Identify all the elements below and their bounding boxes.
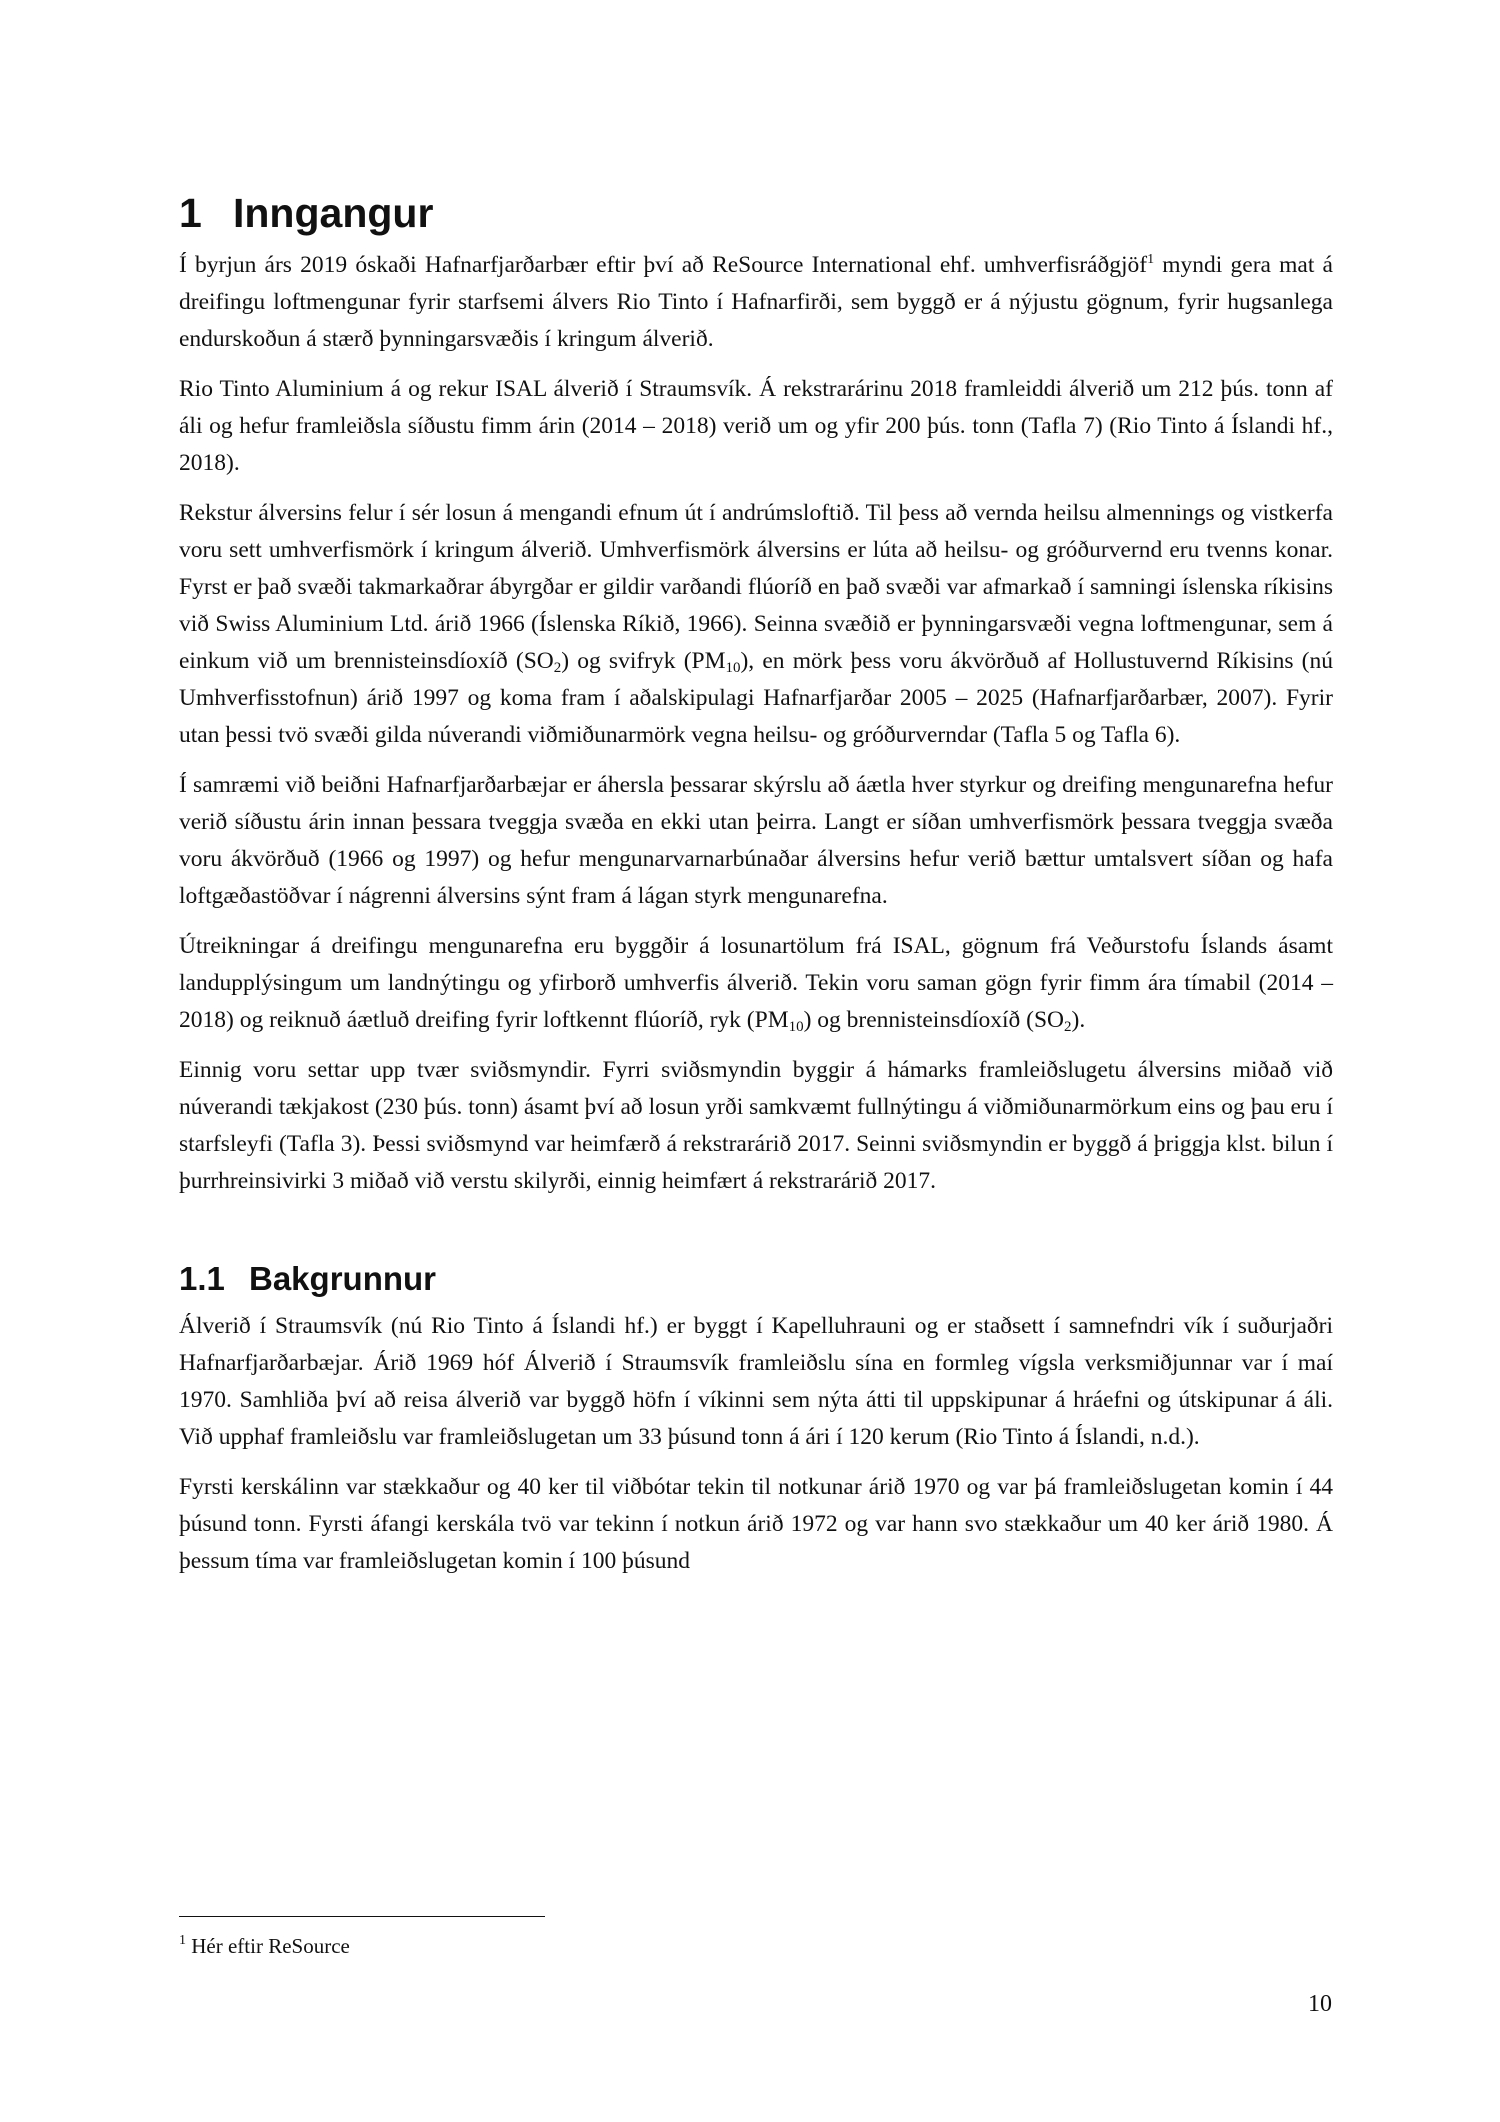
- page-content: [179, 190, 1333, 1593]
- intro-paragraph-3: Rekstur álversins felur í sér losun á mengandi efnum út í andrúmsloftið. Til þess að vernda heilsu almennings og vistkerfa voru sett umhverfismörk í kringum álverið. Umhverfismörk álversins er lúta að heilsu- og gróðurvernd eru tvenns konar. Fyrst er það svæði takmarkaðrar ábyrgðar er gildir varðandi flúoríð en það svæði var afmarkað í samningi íslenska ríkisins við Swiss Aluminium Ltd. árið 1966 (Íslenska Ríkið, 1966). Seinna svæðið er þynningarsvæði vegna loftmengunar, sem á einkum við um brennisteinsdíoxíð $(SO_2)$ og svifryk $(PM_{10})$, en mörk þess voru ákvörðuð af Hollustuvernd Ríkisins (nú Umhverfisstofnun) árið 1997 og koma fram í aðalskipulagi Hafnarfjarðar 2005 – 2025 (Hafnarfjarðarbær, 2007). Fyrir utan þessi tvö svæði gilda núverandi viðmiðunarmörk vegna heilsu- og gróðurverndar (Tafla 5 og Tafla 6).: [179, 500, 1333, 748]
- intro-paragraph-4: Í samræmi við beiðni Hafnarfjarðarbæjar er áhersla þessarar skýrslu að áætla hver styrkur og dreifing mengunarefna hefur verið síðustu árin innan þessara tveggja svæða en ekki utan þeirra. Langt er síðan umhverfismörk þessara tveggja svæða voru ákvörðuð (1966 og 1997) og hefur mengunarvarnarbúnaðar álversins hefur verið bættur umtalsvert síðan og hafa loftgæðastöðvar í nágrenni álversins sýnt fram á lágan styrk mengunarefna.: [179, 772, 1333, 909]
- subsection-number: 1.1: [179, 1260, 225, 1297]
- subsection-title: Bakgrunnur: [249, 1260, 437, 1297]
- section-heading-1: [179, 190, 1333, 237]
- footnote-divider: [179, 1916, 545, 1917]
- section-heading-1-1: [179, 1260, 1333, 1298]
- background-paragraph-1: Álverið í Straumsvík (nú Rio Tinto á Íslandi hf.) er byggt í Kapelluhrauni og er staðsett í samnefndri vík í suðurjaðri Hafnarfjarðarbæjar. Árið 1969 hóf Álverið í Straumsvík framleiðslu sína en formleg vígsla verksmiðjunnar var í maí 1970. Samhliða því að reisa álverið var byggð höfn í víkinni sem nýta átti til uppskipunar á hráefni og útskipunar á áli. Við upphaf framleiðslu var framleiðslugetan um 33 þúsund tonn á ári í 120 kerum (Rio Tinto á Íslandi, n.d.).: [179, 1313, 1333, 1450]
- background-paragraph-2: Fyrsti kerskálinn var stækkaður og 40 ker til viðbótar tekin til notkunar árið 1970 og var þá framleiðslugetan komin í 44 þúsund tonn. Fyrsti áfangi kerskála tvö var tekinn í notkun árið 1972 og var hann svo stækkaður um 40 ker árið 1980. Á þessum tíma var framleiðslugetan komin í 100 þúsund: [179, 1474, 1333, 1574]
- intro-paragraph-5: Útreikningar á dreifingu mengunarefna eru byggðir á losunartölum frá ISAL, gögnum frá Veðurstofu Íslands ásamt landupplýsingum um landnýtingu og yfirborð umhverfis álverið. Tekin voru saman gögn fyrir fimm ára tímabil (2014 – 2018) og reiknuð áætluð dreifing fyrir loftkennt flúoríð, ryk $(PM_{10})$ og brennisteinsdíoxíð $(SO_2)$.: [179, 933, 1333, 1035]
- footnote-ref: 1: [1147, 252, 1155, 267]
- intro-paragraph-6: Einnig voru settar upp tvær sviðsmyndir. Fyrri sviðsmyndin byggir á hámarks framleiðslugetu álversins miðað við núverandi tækjakost (230 þús. tonn) ásamt því að losun yrði samkvæmt fullnýtingu á viðmiðunarmörkum eins og þau eru í starfsleyfi (Tafla 3). Þessi sviðsmynd var heimfærð á rekstrarárið 2017. Seinni sviðsmyndin er byggð á þriggja klst. bilun í þurrhreinsivirki 3 miðað við verstu skilyrði, einnig heimfært á rekstrarárið 2017.: [179, 1057, 1333, 1194]
- intro-paragraph-2: Rio Tinto Aluminium á og rekur ISAL álverið í Straumsvík. Á rekstrarárinu 2018 framleiddi álverið um 212 þús. tonn af áli og hefur framleiðsla síðustu fimm árin (2014 – 2018) verið um og yfir 200 þús. tonn (Tafla 7) (Rio Tinto á Íslandi hf., 2018).: [179, 376, 1333, 476]
- section-title: Inngangur: [233, 190, 434, 236]
- footnote: $^1$ Hér eftir ReSource: [179, 1933, 350, 1958]
- intro-paragraph-1: Í byrjun árs 2019 óskaði Hafnarfjarðarbær eftir því að ReSource International ehf. umhverfisráðgjöf$^1$ myndi gera mat á dreifingu loftmengunar fyrir starfsemi álvers Rio Tinto í Hafnarfirði, sem byggð er á nýjustu gögnum, fyrir hugsanlega endurskoðun á stærð þynningarsvæðis í kringum álverið.: [179, 252, 1333, 352]
- section-number: 1: [179, 190, 202, 236]
- page-number: 10: [1308, 1991, 1332, 2017]
